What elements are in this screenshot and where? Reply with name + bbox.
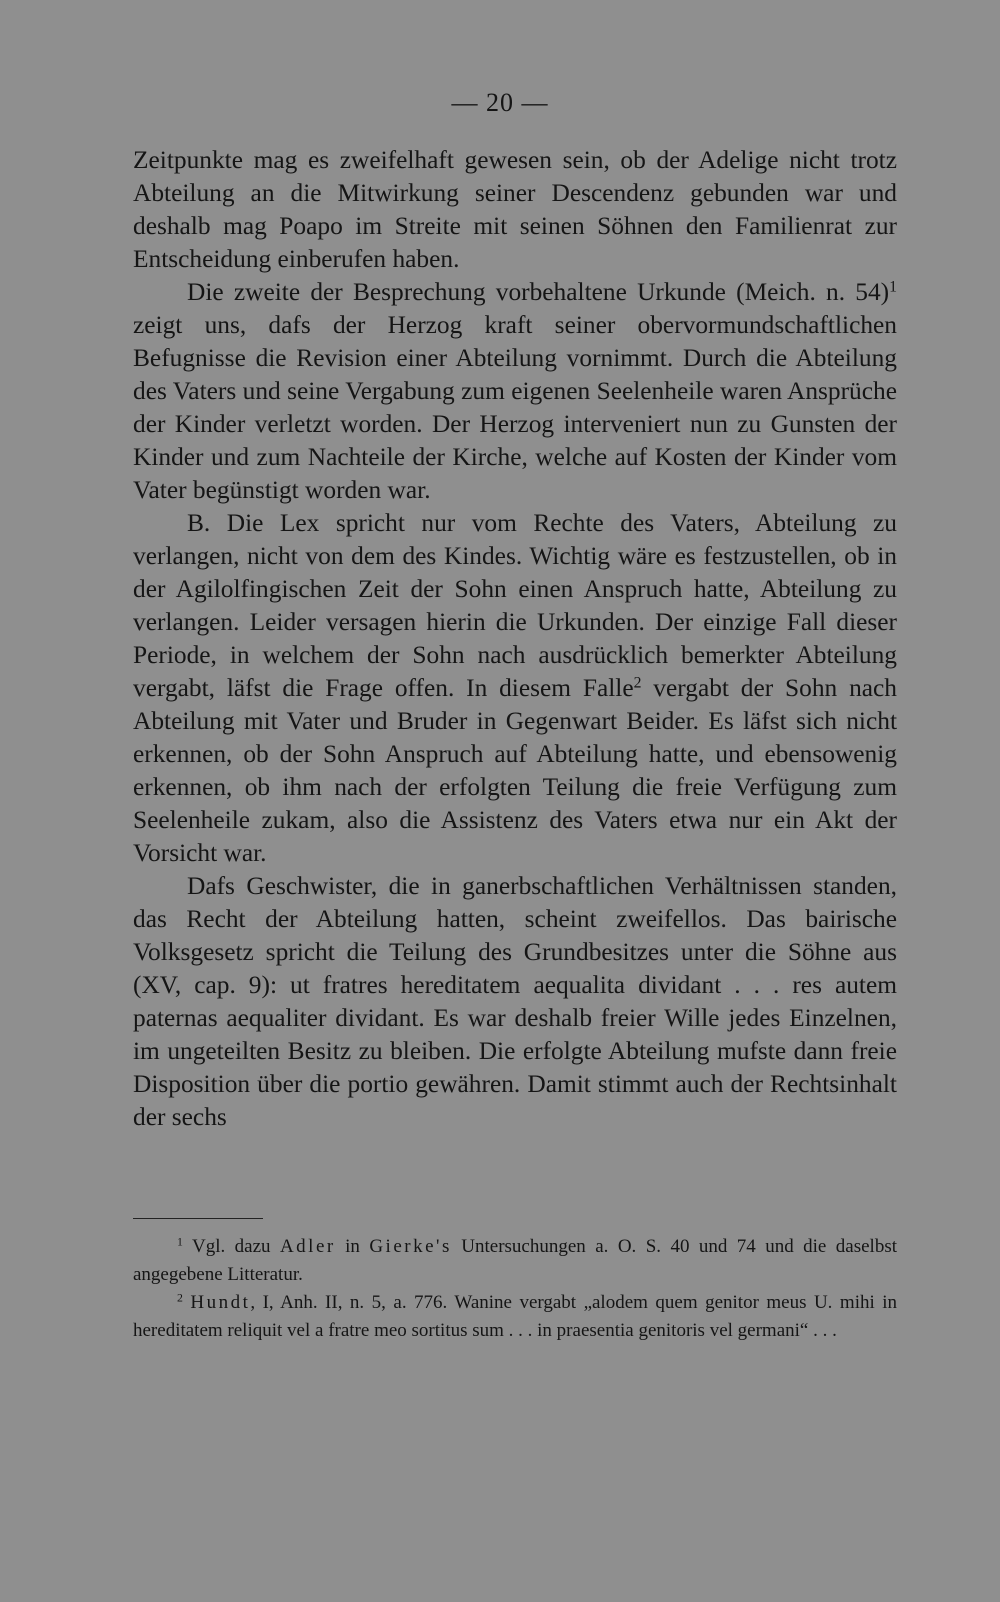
footnote-marker-1: 1 <box>177 1235 183 1249</box>
paragraph-2 <box>133 276 897 507</box>
footnote-1-author: Adler <box>279 1236 336 1257</box>
footnote-divider <box>133 1218 263 1219</box>
paragraph-2-text-start: Die zweite der Besprechung vorbehaltene Urkunde (Meich. n. 54) <box>187 278 890 306</box>
footnote-1-text-b: in <box>335 1236 370 1257</box>
paragraph-4: Dafs Geschwister, die in ganerbschaftlichen Verhältnissen standen, das Recht der Abteilung hatten, scheint zweifellos. Das bairische Volksgesetz spricht die Teilung des Grundbesitzes unter die Söhne aus (XV, cap. 9): ut fratres hereditatem aequalita dividant . . . res autem paternas aequaliter dividant. Es war deshalb freier Wille jedes Einzelnen, im ungeteilten Besitz zu bleiben. Die erfolgte Abteilung mufste dann freie Disposition über die portio gewähren. Damit stimmt auch der Rechtsinhalt der sechs <box>133 872 897 1131</box>
footnote-1 <box>133 1233 897 1289</box>
footnote-2 <box>133 1289 897 1345</box>
footnote-2-author: Hundt <box>190 1292 251 1313</box>
paragraph-3-text-end: vergabt der Sohn nach Abteilung mit Vater und Bruder in Gegenwart Beider. Es läfst sich nicht erkennen, ob der Sohn Anspruch auf Abteilung hatte, und ebensowenig erkennen, ob ihm nach der erfolgten Teilung die freie Verfügung zum Seelenheile zukam, also die Assistenz des Vaters etwa nur ein Akt der Vorsicht war. <box>133 674 897 867</box>
footnote-1-text-a: Vgl. dazu <box>182 1236 280 1257</box>
paragraph-1: Zeitpunkte mag es zweifelhaft gewesen sein, ob der Adelige nicht trotz Abteilung an die Mitwirkung seiner Descendenz gebunden war und deshalb mag Poapo im Streite mit seinen Söhnen den Familienrat zur Entscheidung einberufen haben. <box>133 146 897 273</box>
page-number: — 20 — <box>451 88 549 117</box>
footnote-1-editor: Gierke's <box>369 1236 452 1257</box>
footnote-ref-2: 2 <box>633 674 642 692</box>
paragraph-3-text-start: B. Die Lex spricht nur vom Rechte des Vaters, Abteilung zu verlangen, nicht von dem des Kindes. Wichtig wäre es festzustellen, ob in der Agilolfingischen Zeit der Sohn einen Anspruch hatte, Abteilung zu verlangen. Leider versagen hierin die Urkunden. Der einzige Fall dieser Periode, in welchem der Sohn nach ausdrücklich bemerkter Abteilung vergabt, läfst die Frage offen. In diesem Falle <box>133 509 897 702</box>
footnote-2-text-b: , I, Anh. II, n. 5, a. 776. Wanine vergabt „alodem quem genitor meus U. mihi in hereditatem reliquit vel a fratre meo sortitus sum . . . in praesentia genitoris vel germani“ . . . <box>133 1292 898 1341</box>
footnote-marker-2: 2 <box>177 1291 183 1305</box>
paragraph-2-text-end: zeigt uns, dafs der Herzog kraft seiner obervormundschaftlichen Befugnisse die Revision einer Abteilung vornimmt. Durch die Abteilung des Vaters und seine Vergabung zum eigenen Seelenheile waren Ansprüche der Kinder verletzt worden. Der Herzog interveniert nun zu Gunsten der Kinder und zum Nachteile der Kirche, welche auf Kosten der Kinder vom Vater begünstigt worden war. <box>133 311 897 504</box>
footnote-1-text-c: Untersuchungen a. O. S. 40 und 74 und die daselbst angegebene Litteratur. <box>133 1236 897 1285</box>
body-text <box>133 144 897 1134</box>
footnotes <box>133 1233 897 1345</box>
paragraph-3 <box>133 507 897 870</box>
footnote-ref-1: 1 <box>889 278 897 296</box>
